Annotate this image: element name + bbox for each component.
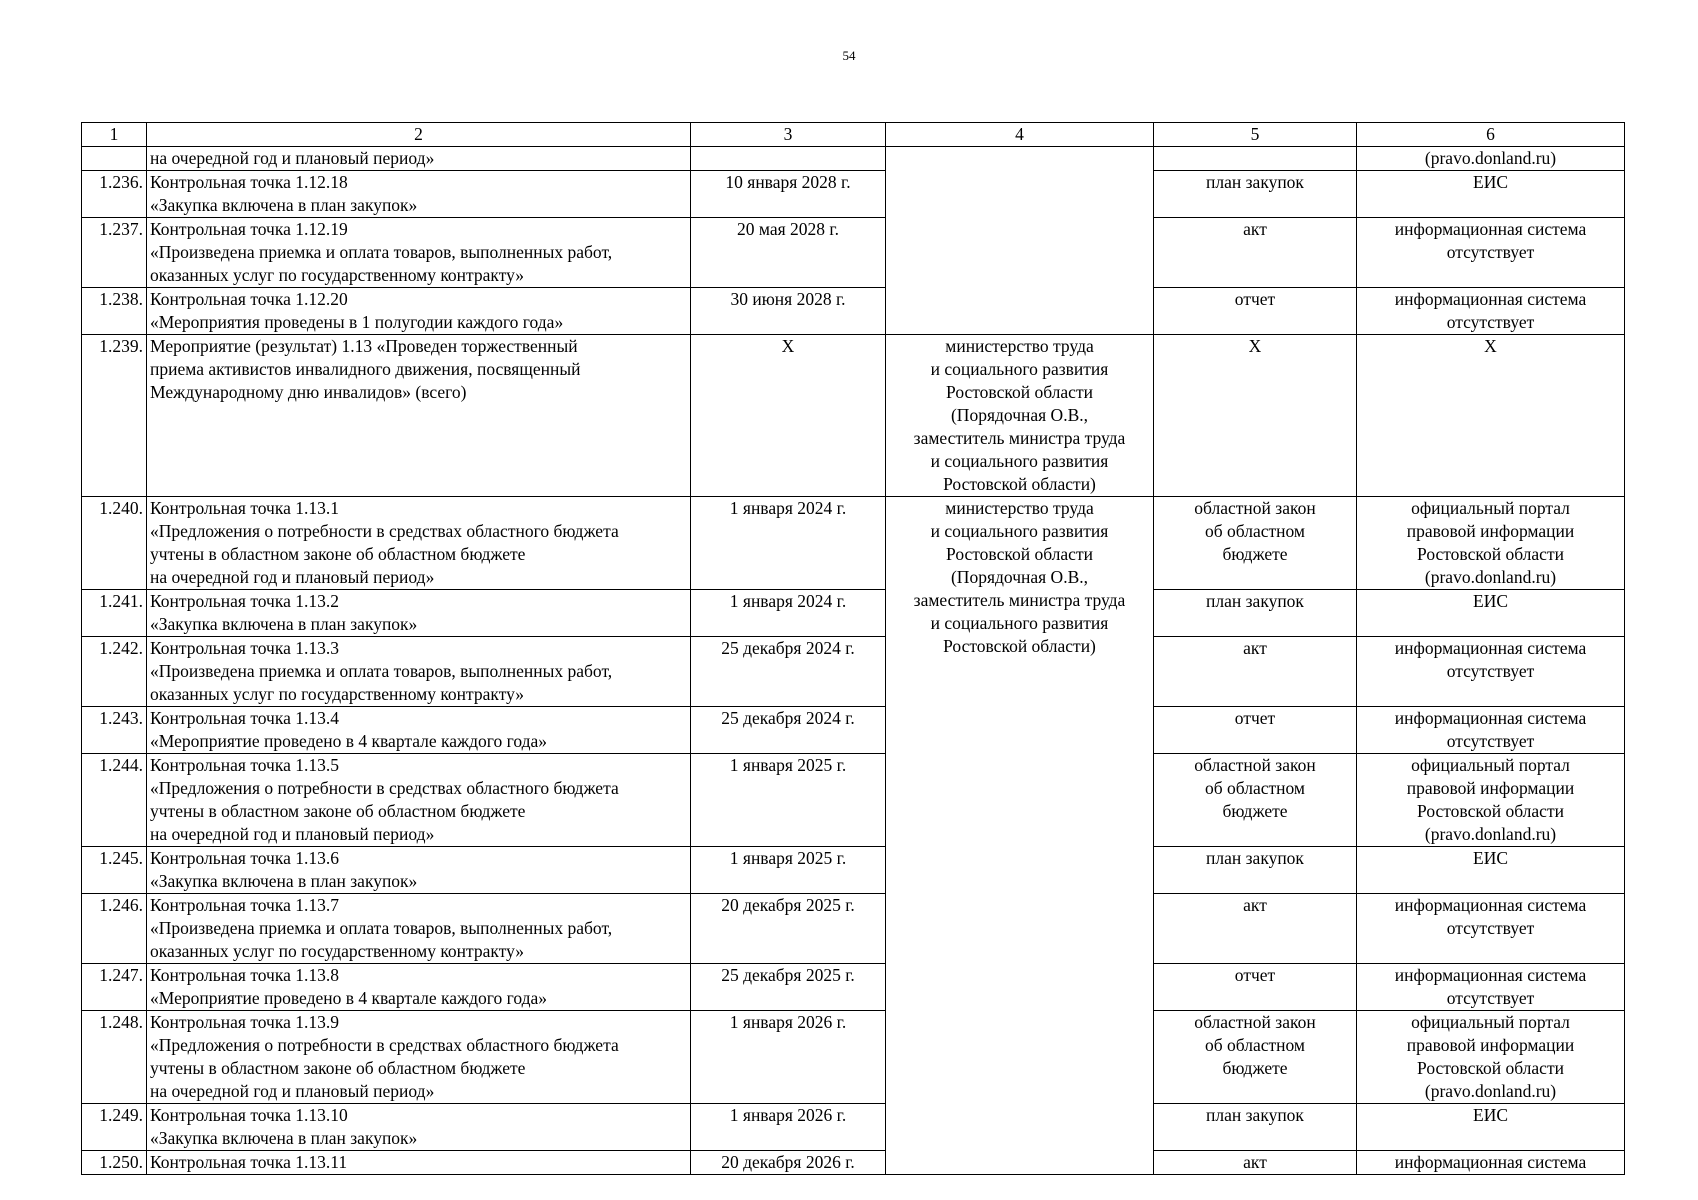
row-date: 25 декабря 2024 г. [691, 637, 886, 707]
page-number: 54 [842, 48, 856, 63]
row-text: Контрольная точка 1.13.4 «Мероприятие проведено в 4 квартале каждого года» [147, 707, 691, 754]
row-document: акт [1154, 218, 1357, 288]
row-number: 1.248. [82, 1011, 147, 1104]
table-row [82, 894, 1625, 964]
row-number: 1.242. [82, 637, 147, 707]
row-date: 25 декабря 2025 г. [691, 964, 886, 1011]
row-document: план закупок [1154, 1104, 1357, 1151]
table-row [82, 637, 1625, 707]
row-system: (pravo.donland.ru) [1357, 147, 1625, 171]
row-document: план закупок [1154, 171, 1357, 218]
row-date: 20 декабря 2026 г. [691, 1151, 886, 1175]
table-row [82, 590, 1625, 637]
row-date: 20 мая 2028 г. [691, 218, 886, 288]
row-system: официальный портал правовой информации Ростовской области (pravo.donland.ru) [1357, 497, 1625, 590]
header-cell: 5 [1154, 123, 1357, 147]
row-text: Мероприятие (результат) 1.13 «Проведен торжественный приема активистов инвалидного движения, посвященный Международному дню инвалидов» (всего) [147, 335, 691, 497]
row-text: Контрольная точка 1.13.5 «Предложения о потребности в средствах областного бюджета учтены в областном законе об областном бюджете на очередной год и плановый период» [147, 754, 691, 847]
row-date: Х [691, 335, 886, 497]
row-system: ЕИС [1357, 847, 1625, 894]
row-date: 1 января 2025 г. [691, 754, 886, 847]
row-system: информационная система отсутствует [1357, 218, 1625, 288]
row-text: Контрольная точка 1.13.2 «Закупка включена в план закупок» [147, 590, 691, 637]
row-system: ЕИС [1357, 590, 1625, 637]
row-date: 1 января 2024 г. [691, 497, 886, 590]
row-number: 1.247. [82, 964, 147, 1011]
row-document: акт [1154, 637, 1357, 707]
row-document: акт [1154, 1151, 1357, 1175]
table-row [82, 218, 1625, 288]
table-row [82, 147, 1625, 171]
row-text: Контрольная точка 1.13.3 «Произведена приемка и оплата товаров, выполненных работ, оказанных услуг по государственному контракту» [147, 637, 691, 707]
row-system: Х [1357, 335, 1625, 497]
row-date: 10 января 2028 г. [691, 171, 886, 218]
header-cell: 1 [82, 123, 147, 147]
table-row [82, 1104, 1625, 1151]
row-number [82, 147, 147, 171]
row-number: 1.250. [82, 1151, 147, 1175]
row-responsible [886, 147, 1154, 335]
row-responsible: министерство труда и социального развития Ростовской области (Порядочная О.В., заместитель министра труда и социального развития Ростовской области) [886, 497, 1154, 1175]
row-number: 1.246. [82, 894, 147, 964]
row-system: информационная система отсутствует [1357, 637, 1625, 707]
table-row [82, 754, 1625, 847]
row-document: Х [1154, 335, 1357, 497]
plan-table [81, 122, 1625, 1175]
row-number: 1.238. [82, 288, 147, 335]
row-date: 1 января 2026 г. [691, 1104, 886, 1151]
row-system: ЕИС [1357, 1104, 1625, 1151]
table-row [82, 288, 1625, 335]
row-number: 1.244. [82, 754, 147, 847]
row-date: 20 декабря 2025 г. [691, 894, 886, 964]
row-text: Контрольная точка 1.13.1 «Предложения о потребности в средствах областного бюджета учтены в областном законе об областном бюджете на очередной год и плановый период» [147, 497, 691, 590]
row-document: областной закон об областном бюджете [1154, 754, 1357, 847]
row-text: Контрольная точка 1.13.9 «Предложения о потребности в средствах областного бюджета учтены в областном законе об областном бюджете на очередной год и плановый период» [147, 1011, 691, 1104]
table-row [82, 497, 1625, 590]
row-number: 1.239. [82, 335, 147, 497]
row-document: отчет [1154, 964, 1357, 1011]
row-text: Контрольная точка 1.12.19 «Произведена приемка и оплата товаров, выполненных работ, оказанных услуг по государственному контракту» [147, 218, 691, 288]
row-date: 1 января 2024 г. [691, 590, 886, 637]
row-system: информационная система отсутствует [1357, 964, 1625, 1011]
table-row [82, 1151, 1625, 1175]
row-system: информационная система отсутствует [1357, 288, 1625, 335]
row-document: областной закон об областном бюджете [1154, 1011, 1357, 1104]
row-text: Контрольная точка 1.13.8 «Мероприятие проведено в 4 квартале каждого года» [147, 964, 691, 1011]
row-document: отчет [1154, 707, 1357, 754]
table-row [82, 335, 1625, 497]
header-row [82, 123, 1625, 147]
row-document: отчет [1154, 288, 1357, 335]
row-date: 1 января 2026 г. [691, 1011, 886, 1104]
header-cell: 6 [1357, 123, 1625, 147]
row-number: 1.245. [82, 847, 147, 894]
row-date [691, 147, 886, 171]
row-text: на очередной год и плановый период» [147, 147, 691, 171]
row-number: 1.237. [82, 218, 147, 288]
header-cell: 2 [147, 123, 691, 147]
row-text: Контрольная точка 1.13.11 [147, 1151, 691, 1175]
row-text: Контрольная точка 1.12.20 «Мероприятия проведены в 1 полугодии каждого года» [147, 288, 691, 335]
row-date: 25 декабря 2024 г. [691, 707, 886, 754]
row-text: Контрольная точка 1.13.7 «Произведена приемка и оплата товаров, выполненных работ, оказанных услуг по государственному контракту» [147, 894, 691, 964]
row-number: 1.236. [82, 171, 147, 218]
header-cell: 3 [691, 123, 886, 147]
row-document [1154, 147, 1357, 171]
row-document: областной закон об областном бюджете [1154, 497, 1357, 590]
row-text: Контрольная точка 1.12.18 «Закупка включена в план закупок» [147, 171, 691, 218]
row-number: 1.249. [82, 1104, 147, 1151]
row-system: ЕИС [1357, 171, 1625, 218]
row-system: официальный портал правовой информации Ростовской области (pravo.donland.ru) [1357, 754, 1625, 847]
table-row [82, 171, 1625, 218]
row-document: план закупок [1154, 847, 1357, 894]
row-text: Контрольная точка 1.13.10 «Закупка включена в план закупок» [147, 1104, 691, 1151]
table-row [82, 707, 1625, 754]
row-document: план закупок [1154, 590, 1357, 637]
row-date: 30 июня 2028 г. [691, 288, 886, 335]
row-text: Контрольная точка 1.13.6 «Закупка включена в план закупок» [147, 847, 691, 894]
row-system: официальный портал правовой информации Ростовской области (pravo.donland.ru) [1357, 1011, 1625, 1104]
row-document: акт [1154, 894, 1357, 964]
row-number: 1.241. [82, 590, 147, 637]
table-row [82, 847, 1625, 894]
row-number: 1.240. [82, 497, 147, 590]
row-system: информационная система отсутствует [1357, 707, 1625, 754]
row-number: 1.243. [82, 707, 147, 754]
row-responsible: министерство труда и социального развития Ростовской области (Порядочная О.В., заместитель министра труда и социального развития Ростовской области) [886, 335, 1154, 497]
header-cell: 4 [886, 123, 1154, 147]
row-date: 1 января 2025 г. [691, 847, 886, 894]
table-row [82, 964, 1625, 1011]
table-row [82, 1011, 1625, 1104]
row-system: информационная система отсутствует [1357, 894, 1625, 964]
row-system: информационная система [1357, 1151, 1625, 1175]
